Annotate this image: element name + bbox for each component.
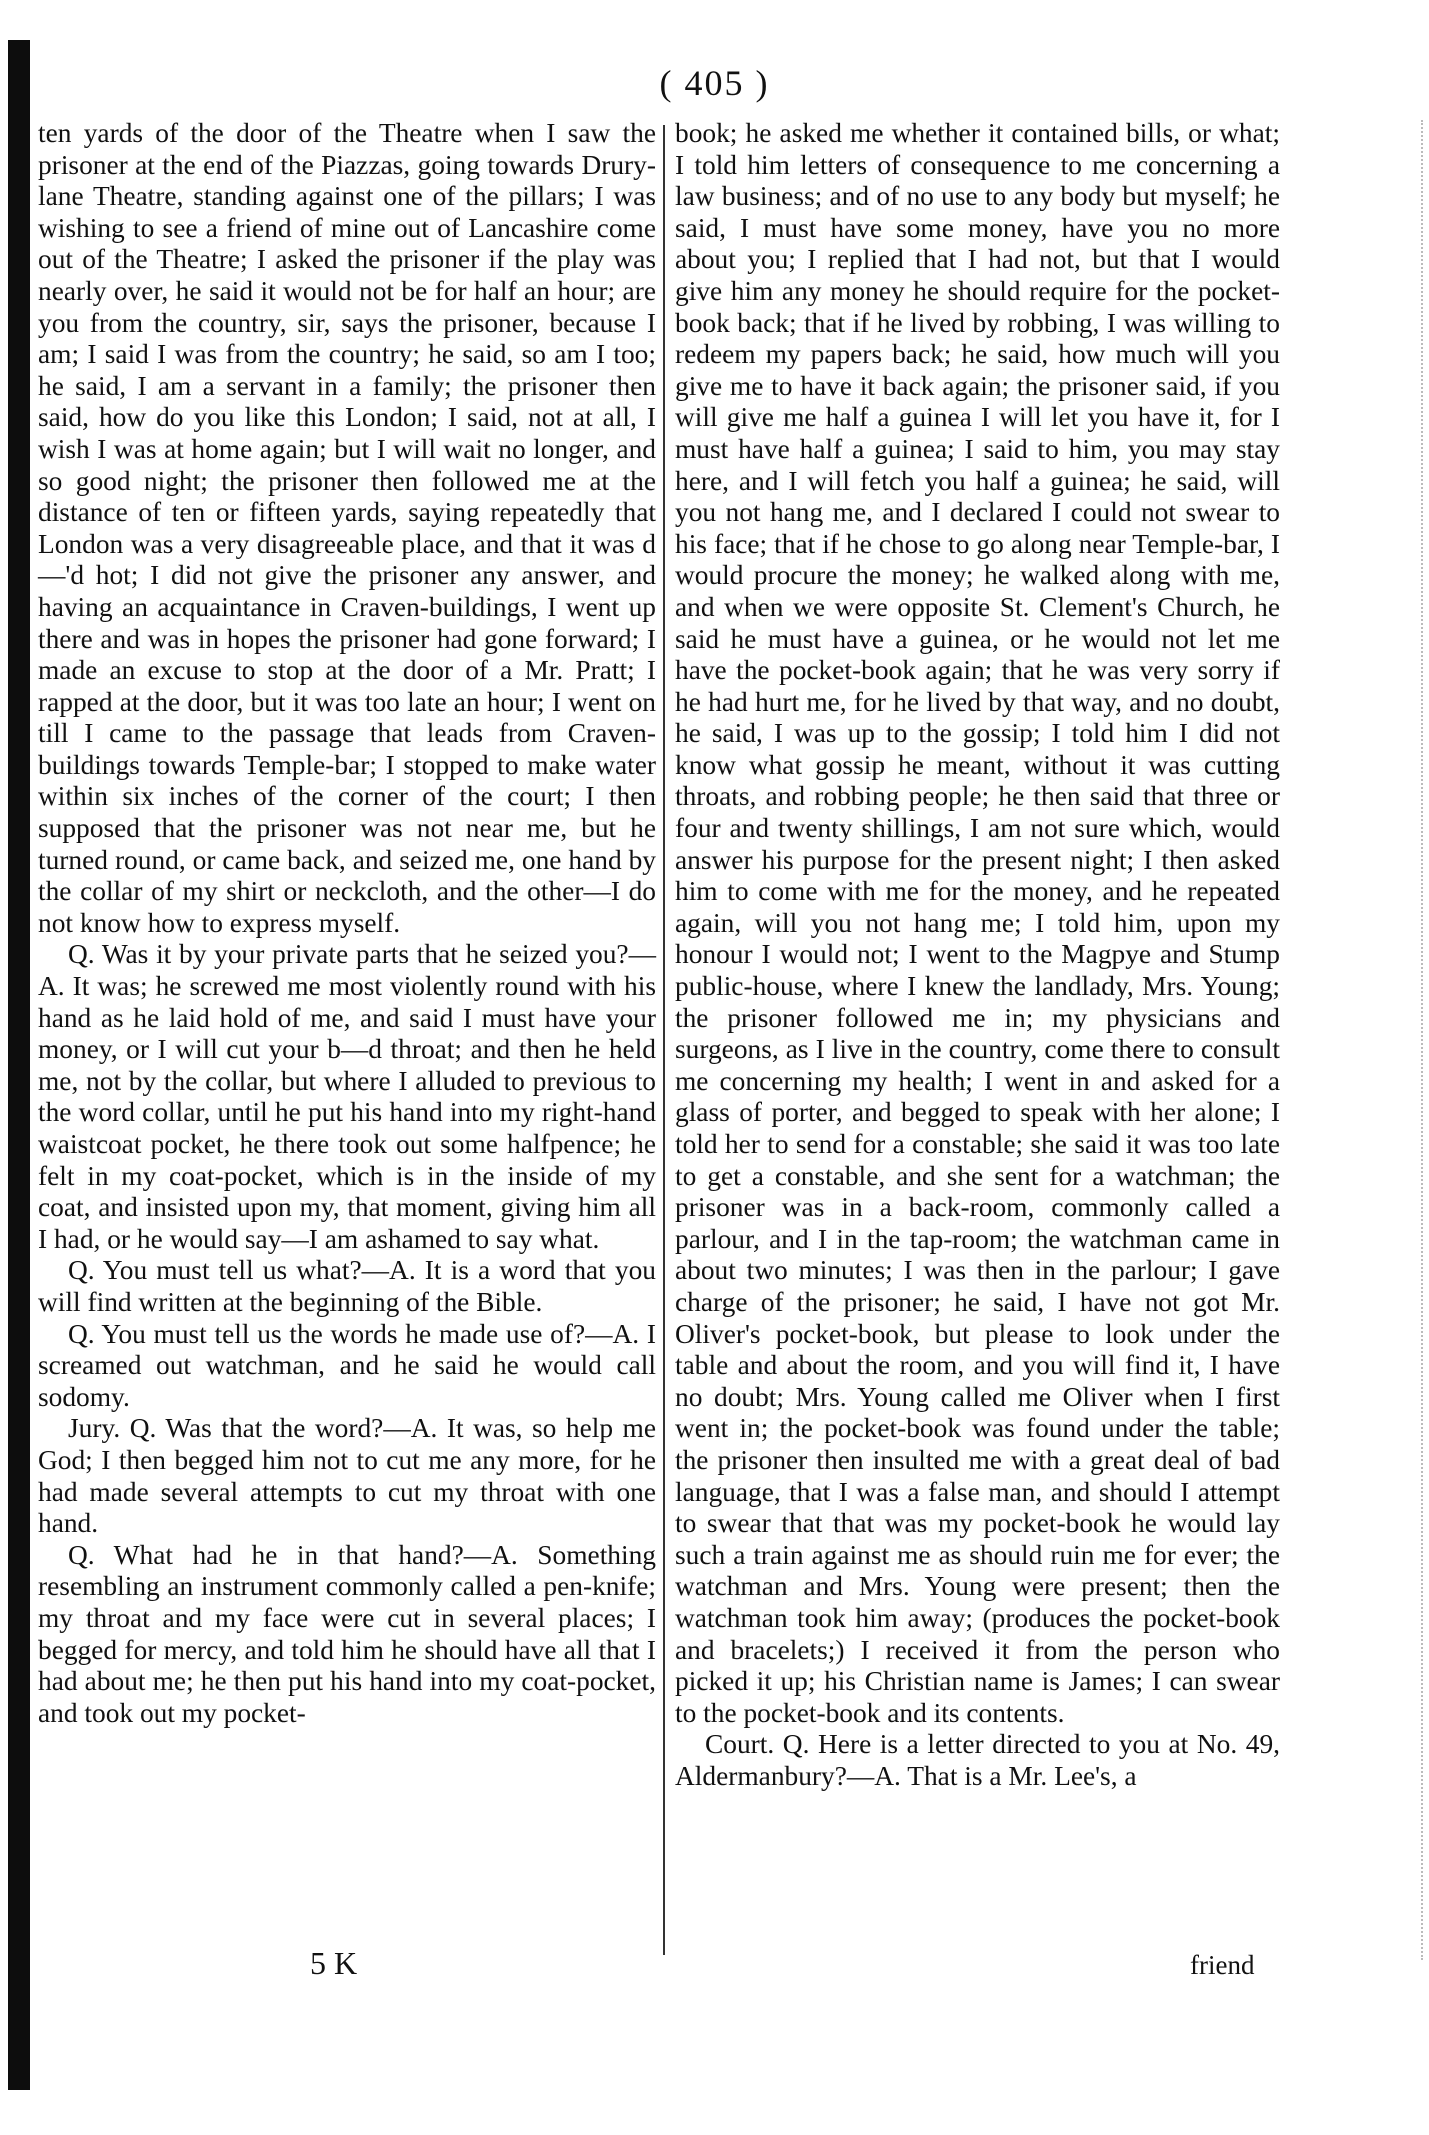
catchword: friend — [1190, 1950, 1255, 1980]
signature-mark: 5 K — [310, 1945, 358, 1981]
paragraph: Jury. Q. Was that the word?—A. It was, so help me God; I then begged him not to cut me any more, for he had made several attempts to cut my throat with one hand. — [38, 1413, 656, 1539]
column-rule — [663, 125, 665, 1955]
paragraph: Q. You must tell us the words he made use of?—A. I screamed out watchman, and he said he would call sodomy. — [38, 1318, 656, 1412]
margin-edge — [1393, 120, 1423, 1960]
paragraph: ten yards of the door of the Theatre when I saw the prisoner at the end of the Piazzas, going towards Drury-lane Theatre, standing against one of the pillars; I was wishing to see a friend of mine out of Lancashire come out of the Theatre; I asked the prisoner if the play was nearly over, he said it would not be for half an hour; are you from the country, sir, says the prisoner, because I am; I said I was from the country; he said, so am I too; he said, I am a servant in a family; the prisoner then said, how do you like this London; I said, not at all, I wish I was at home again; but I will wait no longer, and so good night; the prisoner then followed me at the distance of ten or fifteen yards, saying repeatedly that London was a very disagreeable place, and that it was d—'d hot; I did not give the prisoner any answer, and having an acquaintance in Craven-buildings, I went up there and was in hopes the prisoner had gone forward; I made an excuse to stop at the door of a Mr. Pratt; I rapped at the door, but it was too late an hour; I went on till I came to the passage that leads from Craven-buildings towards Temple-bar; I stopped to make water within six inches of the corner of the court; I then supposed that the prisoner was not near me, but he turned round, or came back, and seized me, one hand by the collar of my shirt or neckcloth, and the other—I do not know how to express myself. — [38, 118, 656, 938]
paragraph: Q. You must tell us what?—A. It is a word that you will find written at the beginning of the Bible. — [38, 1255, 656, 1317]
left-column — [38, 118, 656, 1729]
paragraph: Q. What had he in that hand?—A. Something resembling an instrument commonly called a pen-knife; my throat and my face were cut in several places; I begged for mercy, and told him he should have all that I had about me; he then put his hand into my coat-pocket, and took out my pocket- — [38, 1539, 656, 1728]
paragraph: Court. Q. Here is a letter directed to you at No. 49, Aldermanbury?—A. That is a Mr. Lee's, a — [675, 1729, 1280, 1791]
right-column — [675, 118, 1280, 1792]
page-number: ( 405 ) — [659, 63, 770, 103]
paragraph: book; he asked me whether it contained bills, or what; I told him letters of consequence to me concerning a law business; and of no use to any body but myself; he said, I must have some money, have you no more about you; I replied that I had not, but that I would give him any money he should require for the pocket-book back; that if he lived by robbing, I was willing to redeem my papers back; he said, how much will you give me to have it back again; the prisoner said, if you will give me half a guinea I will let you have it, for I must have half a guinea; I said to him, you may stay here, and I will fetch you half a guinea; he said, will you not hang me, and I declared I could not swear to his face; that if he chose to go along near Temple-bar, I would procure the money; he walked along with me, and when we were opposite St. Clement's Church, he said he must have a guinea, or he would not let me have the pocket-book again; that he was very sorry if he had hurt me, for he lived by that way, and no doubt, he said, I was up to the gossip; I told him I did not know what gossip he meant, without it was cutting throats, and robbing people; he then said that three or four and twenty shillings, I am not sure which, would answer his purpose for the present night; I then asked him to come with me for the money, and he repeated again, will you not hang me; I told him, upon my honour I would not; I went to the Magpye and Stump public-house, where I knew the landlady, Mrs. Young; the prisoner followed me in; my physicians and surgeons, as I live in the country, come there to consult me concerning my health; I went in and asked for a glass of porter, and begged to speak with her alone; I told her to send for a constable; she said it was too late to get a constable, and she sent for a watchman; the prisoner was in a back-room, commonly called a parlour, and I in the tap-room; the watchman came in about two minutes; I was then in the parlour; I gave charge of the prisoner; he said, I have not got Mr. Oliver's pocket-book, but please to look under the table and about the room, and you will find it, I have no doubt; Mrs. Young called me Oliver when I first went in; the pocket-book was found under the table; the prisoner then insulted me with a great deal of bad language, that I was a false man, and should I attempt to swear that that was my pocket-book he would lay such a train against me as should ruin me for ever; the watchman and Mrs. Young were present; then the watchman took him away; (produces the pocket-book and bracelets;) I received it from the person who picked it up; his Christian name is James; I can swear to the pocket-book and its contents. — [675, 118, 1280, 1728]
paragraph: Q. Was it by your private parts that he seized you?—A. It was; he screwed me most violently round with his hand as he laid hold of me, and said I must have your money, or I will cut your b—d throat; and then he held me, not by the collar, but where I alluded to previous to the word collar, until he put his hand into my right-hand waistcoat pocket, he there took out some halfpence; he felt in my coat-pocket, which is in the inside of my coat, and insisted upon my, that moment, giving him all I had, or he would say—I am ashamed to say what. — [38, 939, 656, 1254]
page-binding-edge — [8, 40, 30, 2090]
